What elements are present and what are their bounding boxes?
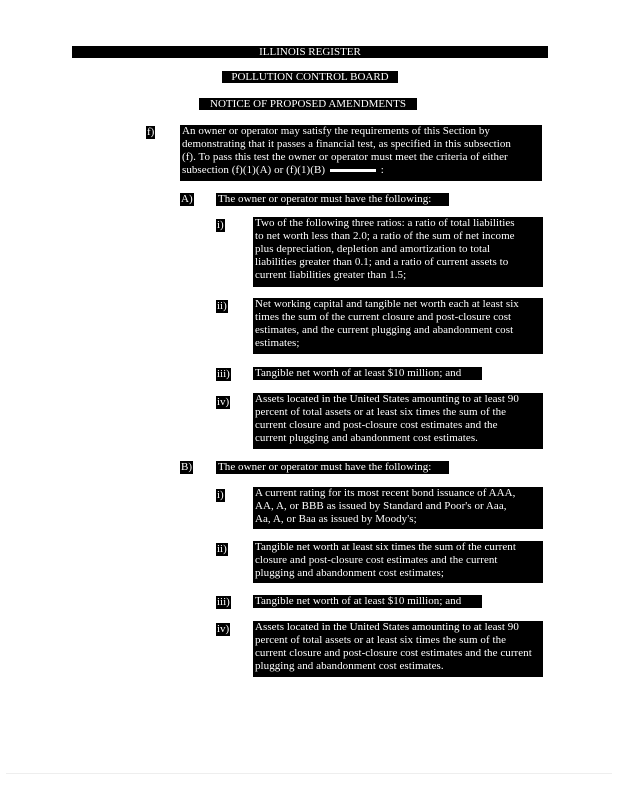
redaction-mark [330, 169, 376, 172]
subsection-b-label: B) [181, 461, 192, 473]
b-item-ii-label: ii) [217, 543, 227, 555]
b-item-iii-text: Tangible net worth of at least $10 million; and [253, 595, 482, 608]
section-f-label: f) [147, 126, 155, 138]
a-item-iv-text: Assets located in the United States amounting to at least 90 percent of total assets or at least six times the sum of the current closure and post-closure cost estimates and the current plugging and abandonment cost estimates. [253, 393, 543, 449]
subsection-b-title: The owner or operator must have the following: [216, 461, 449, 474]
b-item-i-text: A current rating for its most recent bond issuance of AAA, AA, A, or BBB as issued by Standard and Poor's or Aaa, Aa, A, or Baa as issued by Moody's; [253, 487, 543, 529]
b-item-ii-text: Tangible net worth at least six times the sum of the current closure and post-closure cost estimates and the current plugging and abandonment cost estimates; [253, 541, 543, 583]
page-bottom-rule [6, 773, 612, 774]
a-item-iii-label: iii) [217, 368, 230, 380]
a-item-iv-label: iv) [217, 396, 230, 408]
register-header-bar [72, 46, 548, 58]
register-title: ILLINOIS REGISTER [259, 46, 361, 58]
a-item-i-label: i) [217, 219, 224, 231]
b-item-iv-text: Assets located in the United States amounting to at least 90 percent of total assets or at least six times the sum of the current closure and post-closure cost estimates and the current plugging and abandonment cost estimates. [253, 621, 543, 677]
b-item-i-label: i) [217, 489, 224, 501]
board-title: POLLUTION CONTROL BOARD [222, 71, 398, 83]
a-item-ii-text: Net working capital and tangible net worth each at least six times the sum of the current closure and post-closure cost estimates, and the current plugging and abandonment cost estimates; [253, 298, 543, 354]
subsection-a-label: A) [181, 193, 193, 205]
a-item-iii-text: Tangible net worth of at least $10 million; and [253, 367, 482, 380]
section-f-text: An owner or operator may satisfy the requirements of this Section by demonstrating that it passes a financial test, as specified in this subsection (f). To pass this test the owner or operator must meet the criteria of either subsection (f)(1)(A) or (f)(1)(B) : [180, 125, 542, 181]
b-item-iv-label: iv) [217, 623, 230, 635]
a-item-ii-label: ii) [217, 300, 227, 312]
b-item-iii-label: iii) [217, 596, 230, 608]
notice-title: NOTICE OF PROPOSED AMENDMENTS [199, 98, 417, 110]
subsection-a-title: The owner or operator must have the following: [216, 193, 449, 206]
a-item-i-text: Two of the following three ratios: a ratio of total liabilities to net worth less than 2.0; a ratio of the sum of net income plus depreciation, depletion and amortization to total liabilities greater than 0.1; and a ratio of current assets to current liabilities greater than 1.5; [253, 217, 543, 287]
